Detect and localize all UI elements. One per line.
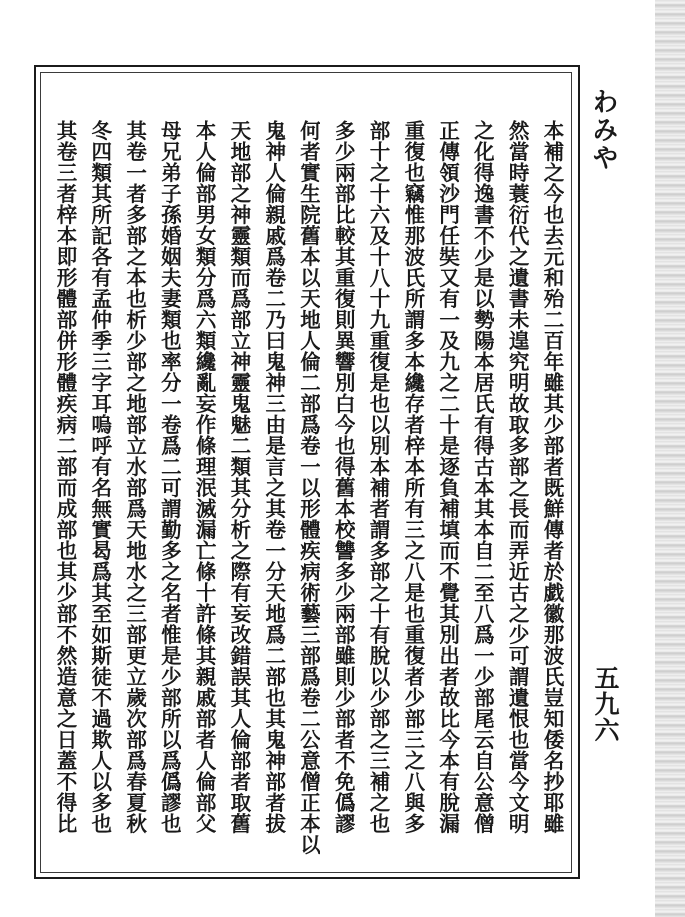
text-column: 天地部之神靈類而爲部立神靈鬼魅二類其分析之際有妄改錯誤其人倫部者取舊: [226, 120, 251, 834]
text-column: 部十之十六及十八十九重復是也以別本補者謂多部之十有脫以少部之三補之也: [366, 120, 391, 834]
text-column: 本補之今也去元和殆二百年雖其少部者既鮮傳者於戯徽那波氏豈知倭名抄耶雖: [539, 120, 564, 834]
text-column: 然當時蓑衍代之遺書未遑究明故取多部之長而弄近古之少可謂遺恨也當今文明: [505, 120, 530, 834]
text-body: [48, 80, 568, 870]
text-column: 之化得逸書不少是以勢陽本居氏有得古本其本自二至八爲一少部尾云自公意僧: [470, 120, 495, 834]
text-column: 其卷一者多部之本也析少部之地部立水部爲天地水之三部更立歲次部爲春夏秋: [122, 120, 147, 834]
text-column: 何者實生院舊本以天地人倫二部爲卷一以形體疾病術藝三部爲卷二公意僧正本以: [296, 120, 321, 855]
text-column: 冬四類其所記各有孟仲季三字耳嗚呼有名無實曷爲其至如斯徒不過欺人以多也: [87, 120, 112, 834]
text-column: 母兄弟子孫婚姻夫妻類也率分一卷爲二可謂勤多之名者惟是少部所以爲僞謬也: [157, 120, 182, 834]
text-column: 多少兩部比較其重復則異響別白今也得舊本校讐多少兩部雖則少部者不免僞謬: [331, 120, 356, 834]
text-column: 重復也竊惟那波氏所謂多本纔存者梓本所有三之八是也重復者少部三之八與多: [400, 120, 425, 834]
text-column: 本人倫部男女類分爲六類纔亂妄作條理泯滅漏亡條十許條其親戚部者人倫部父: [192, 120, 217, 834]
running-header: わみや: [588, 88, 618, 172]
text-column: 正傳領沙門任奘又有一及九之二十是逐負補填而不覺其別出者故比今本有脫漏: [435, 120, 460, 834]
text-column: 鬼神人倫親戚爲卷二乃曰鬼神三由是言之其卷一分天地爲二部也其鬼神部者拔: [261, 120, 286, 834]
scan-edge-shading: [655, 0, 685, 917]
text-column: 其卷三者梓本即形體部併形體疾病二部而成部也其少部不然造意之日蓋不得比: [53, 120, 77, 834]
page-number: 五九六: [591, 665, 620, 743]
